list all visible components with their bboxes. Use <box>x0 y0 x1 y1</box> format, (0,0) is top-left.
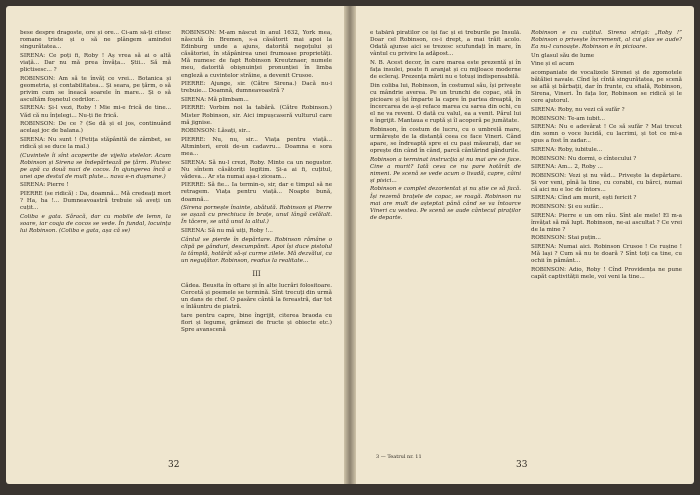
left-column-1 <box>20 30 171 442</box>
right-column-1 <box>370 30 521 442</box>
paragraph: Un glasul său de lume <box>531 52 595 59</box>
left-page <box>6 6 344 484</box>
paragraph: PIERRE: Să fie... Ia termin-o, sir, dar e timpul să ne retragem. Viața pentru viață... Noapte bună, doamnă... <box>181 182 332 203</box>
paragraph: SIRENA: Roby, nu vezi că sufăr ? <box>531 106 625 113</box>
paragraph: Robinson a terminat instrucția și nu mai are ce face. Cine a murit? Iată ceva ce nu pare hotărât de nimeni. Pe scenă se vede acum o livadă, capre, câini și pisici... <box>370 156 521 184</box>
paragraph: SIRENA: Să nu-l crezi, Roby. Minte ca un negustor. Nu sîntem căsătoriți legitim. Și-a ai fi, cuțitul, vădeva... Ar sta numai așa-i ziceam... <box>181 159 332 180</box>
paragraph: N. B. Acest decor, în care marea este prezentă și în fața insulei, poate fi aranjat și cu mijloace moderne de ecleraj. Prezența mării nu e totuși indispensabilă. <box>370 59 521 81</box>
left-page-number: 32 <box>168 460 180 470</box>
paragraph: PIERRE: Vorbim noi la tabără. (Către Robinson.) Mister Robinson, sir. Aici impușcaseră vulturul care mă jignise. <box>181 105 332 126</box>
book-gutter <box>344 6 356 484</box>
paragraph: PIERRE: Nu, nu, sir... Viața pentru viață... Altminteri, eroii de-un cadavru... Doamna e sora mea... <box>181 136 332 157</box>
paragraph: acompaniate de vocalizele Sirenei și de zgomotele bătăliei navale. Cînd își cîntă singurătatea, pe scenă se află și bărbații, dar în frunte, cu sfială, Robinson, Sirena, Vineri. În fața lor, Robinson se ridică și le cere ajutorul. <box>531 69 682 105</box>
paragraph: SIRENA: Numai aici. Robinson Crusoe ! Ce rușine ! Mă lași ? Cum să nu te doară ? Sînt toți ca tine, cu ochii în pământ... <box>531 244 682 265</box>
paragraph: Robinson e complet dezorientat și nu știe ce să facă. Își rezemă brațele de copac, se roagă. Robinson nu mai are mult de așteptat până când se va întoarce Vineri cu vestea. Pe scenă se aude cântecul piraților de departe. <box>370 186 521 221</box>
paragraph: (Sirena pornește înainte, abătută. Robinson și Pierre se așază cu prechiuca în brațe, unul lângă celălalt. În tăcere, se uită unul la altul.) <box>181 205 332 226</box>
paragraph: SIRENA: Mă plimbam... <box>181 96 249 103</box>
paragraph: SIRENA: Să nu mă uiți, Roby !... <box>181 227 273 234</box>
paragraph: PIERRE (se ridică) : Da, doamnă... Mă credeați mort ? Ha, ha !... Dumneavoastră trebuie să aveți un cuțit... <box>20 190 171 212</box>
paragraph: SIRENA: Cînd am murit, ești fericit ? <box>531 195 637 202</box>
paragraph: ROBINSON: Te-am iubit... <box>531 115 606 122</box>
left-column-2 <box>181 30 332 442</box>
paragraph: SIRENA: Nu sunt ! (Fetița stăpânită de zâmbet, se ridică și se duce la mal.) <box>20 136 171 150</box>
paragraph: bese despre dragoste, ore și ore... Ci-am să-ți citesc romane triste și o să ne plângem amindoi singurătatea... <box>20 30 171 51</box>
paragraph: SIRENA: Și-l vezi, Roby ! Mie mi-e frică de tine... Văd că nu înțelegi... Nu-ți fie frică. <box>20 105 171 119</box>
right-page-columns <box>370 30 682 442</box>
paragraph: Cădea. Beusita în oftare și în alte lucrări folositoare. Cercetă și poemele se termină. Sînt trecuți din urmă un dans de chef. O pasăre cântă la fereastră, dar tot e înlăuntru de piatră. <box>181 283 332 311</box>
right-page-number: 33 <box>516 460 528 470</box>
paragraph: Robinson, în costum de lucru, cu o umbrelă mare, urmărește de la distanță ceea ce face Vineri. Când apare, se îndreaptă spre ei cu pași măsurați, dar se oprește din când în când, parcă cântărind gândurile. <box>370 126 521 154</box>
paragraph: SIRENA: Ce poți fi, Roby ! Aș vrea să ai o altă viață... Dar nu mă prea învăța... Știi... Să mă plictisesc... ? <box>20 52 171 73</box>
paragraph: ROBINSON: Nu dormi, o cîntecului ? <box>531 155 637 162</box>
page-footer: 3 — Teatrul nr. 11 <box>376 454 422 460</box>
paragraph: Vine și el acum <box>531 61 575 68</box>
paragraph: III <box>252 269 261 278</box>
paragraph: tare pentru capre, bine îngrijit, citerea braoda cu flori și legume, grămezi de fructe și obiecte etc.) Spre avanscenă <box>181 312 332 334</box>
paragraph: ROBINSON: Și eu sufăr... <box>531 204 604 211</box>
paragraph: SIRENA: Am... 2, Roby ... <box>531 164 603 171</box>
paragraph: ROBINSON: Vezi și nu văd... Privește la depărtare. Și vor veni, pînă la tine, cu corabii, cu bărci, numai că aici nu e loc de întors... <box>531 172 682 193</box>
paragraph: ROBINSON: Lăsați, sir... <box>181 128 251 135</box>
paragraph: Din coliba lui, Robinson, în costumul său, își privește cu mândrie averea. Pe un trunchi de copac, stă în picioare și își împarte la capre în partea dreaptă, în încercarea de a-și reface marea cu sarea din ochi, cu el ne va reveni. O dată cu valul, ea a venit. Părul lui e îngrijit. Mantaua e ruptă și îl acoperă pe jumătate. <box>370 82 521 125</box>
right-column-2 <box>531 30 682 442</box>
paragraph: (Cuvintele îi sînt acoperite de vijelia stelelor. Acum Robinson și Sirena se îndepărtează pe țărm. Plutesc pe apă ca două nuci de cocos. În ajungerea încă a unei ape destul de mult plute... nava e-n dușmane.) <box>20 152 171 180</box>
paragraph: ROBINSON: Am să te învăț ce vrei... Botanica și geometria, și contabilitatea... Și seara, pe țărm, o să privim cum se îneacă soarele în mare... Și o să ascultăm foșnetul cedrilor... <box>20 75 171 103</box>
paragraph: e tabără piratilor ce își fac și ei treburile pe Insulă. Doar cel Robinson, ce-i drept, a mai trăit acolo. Odată ajunse aici se trezesc scufundați în mare, în vântul cu privire la adăpost... <box>370 30 521 58</box>
paragraph: SIRENA: Pierre e un om rău. Sînt ale mele! El m-a învățat să mă lupt. Robinson, ne-ai ascultat ? Ce vrei de la mine ? <box>531 212 682 233</box>
left-page-columns <box>20 30 332 442</box>
paragraph: ROBINSON: De ce ? (Se dă și el jos, continuând același joc de balana.) <box>20 121 171 135</box>
paragraph: ROBINSON: M-am născut în anul 1632, York mea, născută în Bremen, s-a căsătorit mai apoi la Edinburg unde a ajuns, datorită negoțului și căsătoriei, în stăpânirea unei frumoase proprietăți. Mă numesc de fapt Robinson Kreutznaer, numele meu, datorită obișnuinței pronunției în limba engleză a cuvintelor străine, a devenit Crusoe. <box>181 30 332 79</box>
paragraph: PIERRE: Ajunge, sir. (Către Sirena.) Dacă nu-i trebuie... Doamnă, dumneavoastră ? <box>181 81 332 95</box>
paragraph: Robinson e cu cuțitul. Sirena strigă: „Roby !” Robinson o privește încremenit, al cui glas se aude? Ea nu-l cunoaște. Robinson e în picioare. <box>531 30 682 51</box>
right-page <box>356 6 694 484</box>
paragraph: SIRENA: Pierre ! <box>20 182 69 189</box>
paragraph: SIRENA: Nu e adevărat ! Ce să sufăr ? Mai trecut din somn o voce lucidă, cu lacrimi, și tot ce mi-a spus a fost în zadar... <box>531 124 682 145</box>
paragraph: ROBINSON: Adio, Roby ! Cînd Providența ne pune capăt captivității mele, voi veni la tine... <box>531 266 682 280</box>
paragraph: SIRENA: Roby, iubitule... <box>531 146 603 153</box>
paragraph: Coliba e gata. Săracă, dar cu mobile de lemn, la soare, iar coaja de cocos se vede. În fundal, locuința lui Robinson. (Coliba e gata, așa că se) <box>20 213 171 234</box>
paragraph: Cântul se pierde în depărtare. Robinson rămâne o clipă pe gânduri, descumpănit. Apoi își duce pistolul la tâmplă, hotărât să-și curme zilele. Mă dezvălui, ca un neguțător. Robinson, readus la realitate... <box>181 236 332 264</box>
paragraph: ROBINSON: Stai puțin... <box>531 235 601 242</box>
